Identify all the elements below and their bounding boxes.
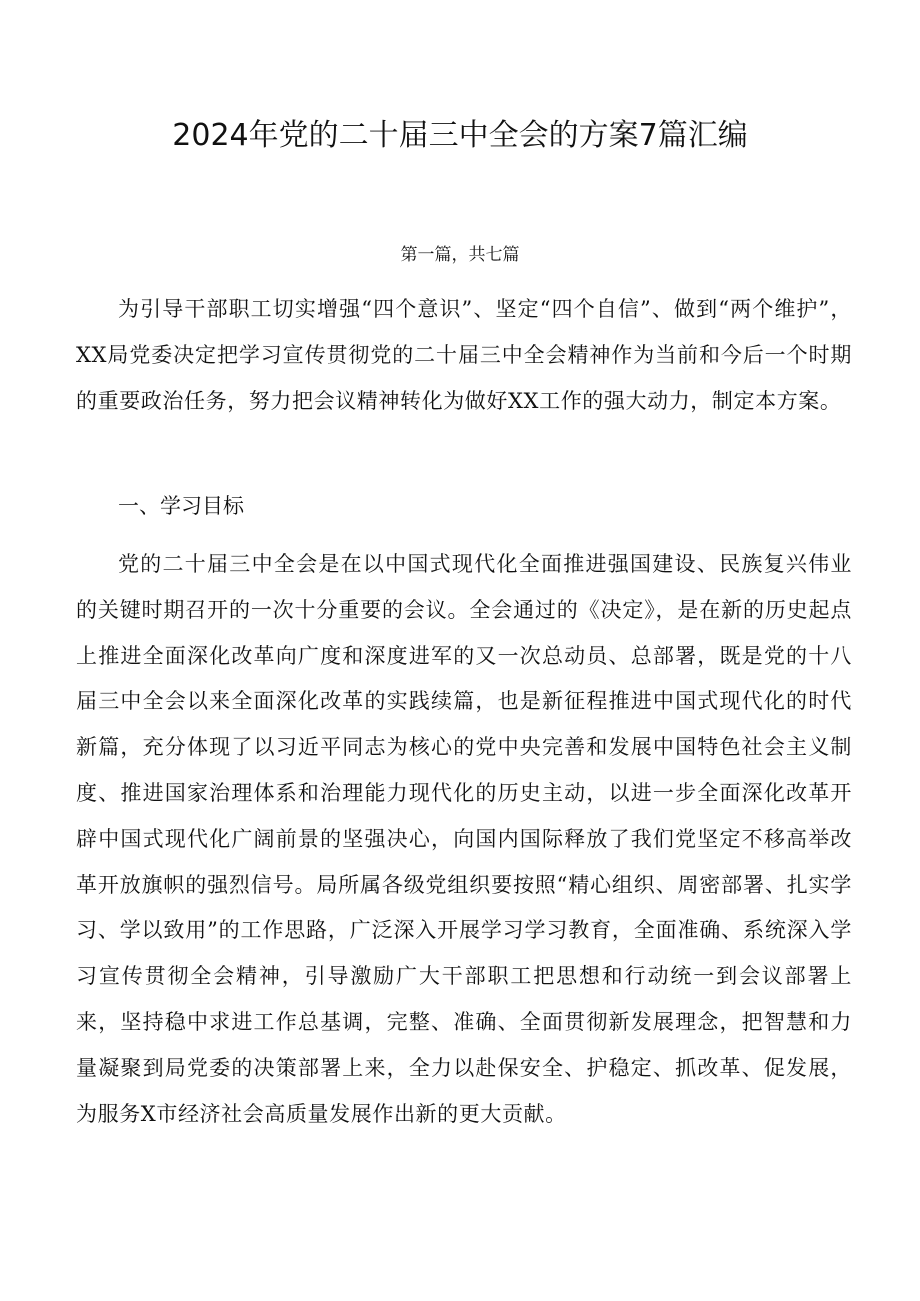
document-title: 2024年党的二十届三中全会的方案7篇汇编 [172,118,748,153]
section-paragraph-learning-goals: 党的二十届三中全会是在以中国式现代化全面推进强国建设、民族复兴伟业的关键时期召开的一次十分重要的会议。全会通过的《决定》，是在新的历史起点上推进全面深化改革向广度和深度进军的又一次总动员、总部署，既是党的十八届三中全会以来全面深化改革的实践续篇，也是新征程推进中国式现代化的时代新篇，充分体现了以习近平同志为核心的党中央完善和发展中国特色社会主义制度、推进国家治理体系和治理能力现代化的历史主动，以进一步全面深化改革开辟中国式现代化广阔前景的坚强决心，向国内国际释放了我们党坚定不移高举改革开放旗帜的强烈信号。局所属各级党组织要按照“精心组织、周密部署、扎实学习、学以致用”的工作思路，广泛深入开展学习学习教育，全面准确、系统深入学习宣传贯彻全会精神，引导激励广大干部职工把思想和行动统一到会议部署上来，坚持稳中求进工作总基调，完整、准确、全面贯彻新发展理念，把智慧和力量凝聚到局党委的决策部署上来，全力以赴保安全、护稳定、抓改革、促发展，为服务X市经济社会高质量发展作出新的更大贡献。 [76,552,852,1126]
section-heading-learning-goals: 一、学习目标 [118,494,244,518]
document-subtitle: 第一篇，共七篇 [400,245,520,265]
intro-paragraph: 为引导干部职工切实增强“四个意识”、坚定“四个自信”、做到“两个维护”，XX局党委决定把学习宣传贯彻党的二十届三中全会精神作为当前和今后一个时期的重要政治任务，努力把会议精神转化为做好XX工作的强大动力，制定本方案。 [76,297,852,413]
